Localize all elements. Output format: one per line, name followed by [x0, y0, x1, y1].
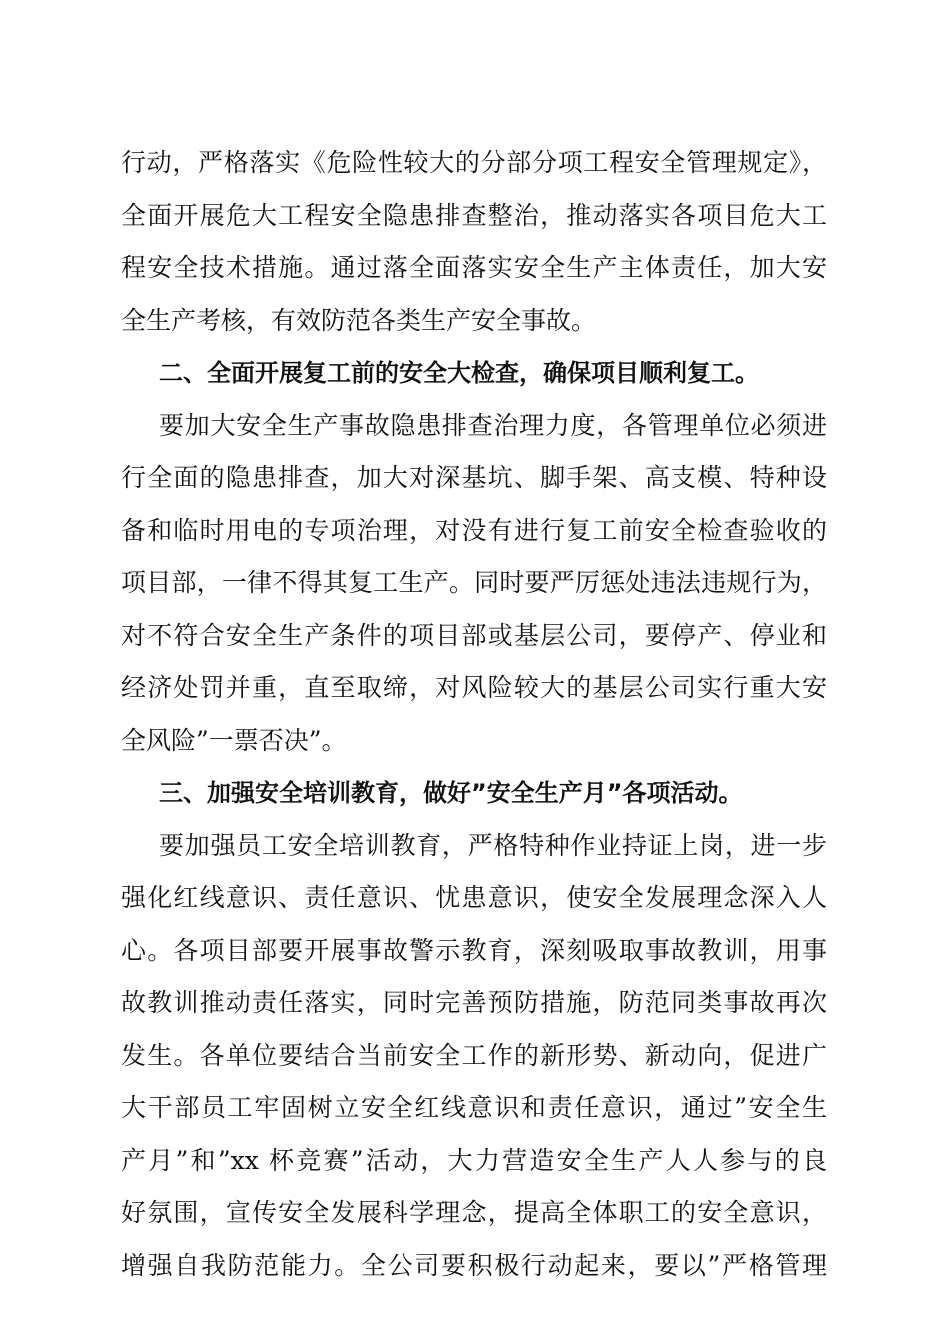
paragraph-2-line-7: 全风险”一票否决”。 — [121, 725, 347, 755]
paragraph-1-line-4: 全生产考核，有效防范各类生产安全事故。 — [121, 305, 597, 335]
paragraph-3-line-5: 发生。各单位要结合当前安全工作的新形势、新动向，促进广 — [121, 1040, 827, 1070]
paragraph-1-line-3: 程安全技术措施。通过落全面落实安全生产主体责任，加大安 — [121, 253, 827, 282]
paragraph-3-line-6: 大干部员工牢固树立安全红线意识和责任意识，通过”安全生 — [121, 1093, 827, 1122]
paragraph-3-line-3: 心。各项目部要开展事故警示教育，深刻吸取事故教训，用事 — [121, 935, 827, 965]
paragraph-2-line-4: 项目部，一律不得其复工生产。同时要严厉惩处违法违规行为， — [121, 568, 827, 597]
paragraph-3-line-7: 产月”和”xx 杯竞赛”活动，大力营造安全生产人人参与的良 — [121, 1145, 827, 1175]
paragraph-2-line-3: 备和临时用电的专项治理，对没有进行复工前安全检查验收的 — [121, 515, 827, 545]
paragraph-2-line-1: 要加大安全生产事故隐患排查治理力度，各管理单位必须进 — [159, 410, 827, 440]
paragraph-1-line-1: 行动，严格落实《危险性较大的分部分项工程安全管理规定》， — [121, 148, 827, 177]
paragraph-3-line-9: 增强自我防范能力。全公司要积极行动起来，要以”严格管理 — [121, 1250, 827, 1280]
paragraph-3-line-8: 好氛围，宣传安全发展科学理念，提高全体职工的安全意识， — [121, 1198, 827, 1227]
section-heading-2: 二、全面开展复工前的安全大检查，确保项目顺利复工。 — [159, 359, 759, 387]
paragraph-3-line-2: 强化红线意识、责任意识、忧患意识，使安全发展理念深入人 — [121, 883, 827, 912]
paragraph-3-line-4: 故教训推动责任落实，同时完善预防措施，防范同类事故再次 — [121, 988, 827, 1017]
paragraph-2-line-6: 经济处罚并重，直至取缔，对风险较大的基层公司实行重大安 — [121, 673, 827, 702]
section-heading-3: 三、加强安全培训教育，做好”安全生产月”各项活动。 — [159, 779, 743, 807]
document-body — [121, 137, 827, 1292]
paragraph-3-line-1: 要加强员工安全培训教育，严格特种作业持证上岗，进一步 — [159, 830, 827, 860]
paragraph-2-line-2: 行全面的隐患排查，加大对深基坑、脚手架、高支模、特种设 — [121, 463, 827, 492]
paragraph-2-line-5: 对不符合安全生产条件的项目部或基层公司，要停产、停业和 — [121, 620, 827, 650]
paragraph-1-line-2: 全面开展危大工程安全隐患排查整治，推动落实各项目危大工 — [121, 200, 827, 230]
